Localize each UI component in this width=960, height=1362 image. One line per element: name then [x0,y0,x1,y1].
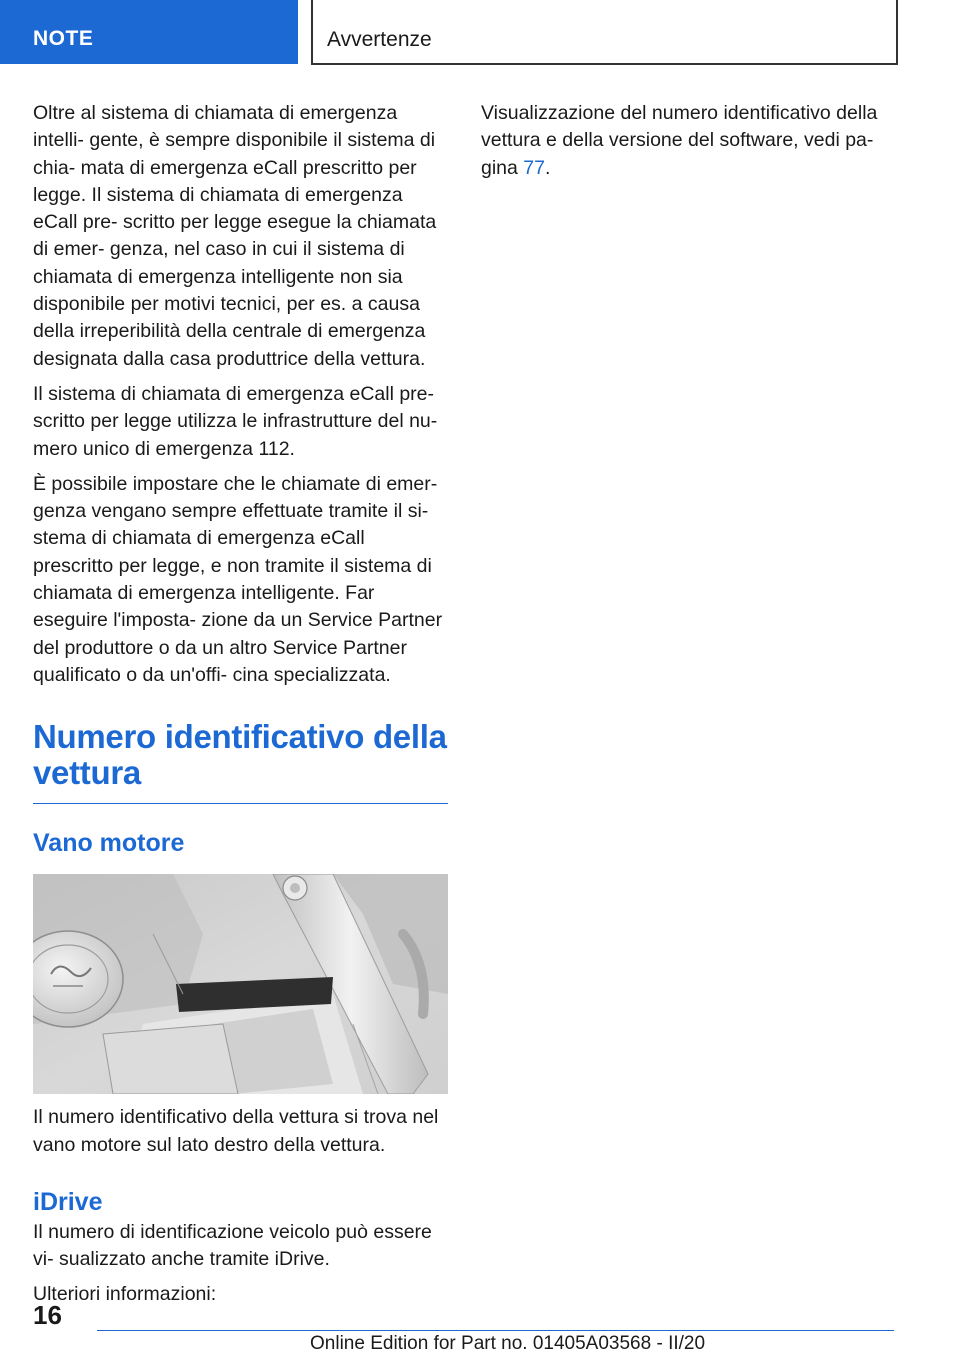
paragraph-ecall-setting: È possibile impostare che le chiamate di emer- genza vengano sempre effettuate tramite il si- stema di chiamata di emergenza eCall prescritto per legge, e non tramite il sistema di chiamata di emergenza intelligente. Far eseguire l'imposta- zione da un Service Partner del produttore o da un altro Service Partner qualificato o da un'offi- cina specializzata. [33,472,443,686]
footer-divider [97,1330,894,1331]
heading-idrive: iDrive [33,1187,103,1216]
footer-edition: Online Edition for Part no. 01405A03568 - II/20 [310,1333,706,1354]
paragraph-display-vin-end: . [545,156,551,179]
paragraph-more-info: Ulteriori informazioni: [33,1283,217,1306]
paragraph-idrive: Il numero di identificazione veicolo può essere vi- sualizzato anche tramite iDrive. [33,1220,432,1271]
left-column [33,100,448,1317]
paragraph-ecall-intro: Oltre al sistema di chiamata di emergenza intelli- gente, è sempre disponibile il sistema di chia- mata di emergenza eCall prescritto per legge. Il sistema di chiamata di emergenza eCall pre- scritto per legge esegue la chiamata di emer- genza, nel caso in cui il sistema di chiamata di emergenza intelligente non sia disponibile per motivi tecnici, per es. a causa della irreperibilità della centrale di emergenza designata dalla casa produttrice della vettura. [33,102,437,370]
heading-divider [33,803,448,804]
heading-engine-compartment: Vano motore [33,829,185,858]
right-column [481,100,881,190]
engine-compartment-image [33,874,448,1094]
paragraph-ecall-112: Il sistema di chiamata di emergenza eCall pre- scritto per legge utilizza le infrastrutture del nu- mero unico di emergenza 112. [33,382,438,460]
heading-vehicle-id: Numero identificativo della vettura [33,718,447,792]
section-title: Avvertenze [327,28,432,51]
section-tab-label: NOTE [33,27,94,50]
engine-compartment-caption: Il numero identificativo della vettura si trova nel vano motore sul lato destro della vettura. [33,1106,439,1156]
section-title-box [311,0,898,65]
paragraph-display-vin-text: Visualizzazione del numero identificativo della vettura e della versione del software, vedi pa- gina [481,102,878,179]
paragraph-display-vin [481,100,881,182]
page-number: 16 [33,1300,62,1330]
page-reference-link[interactable]: 77 [523,156,545,179]
section-tab [0,0,298,64]
